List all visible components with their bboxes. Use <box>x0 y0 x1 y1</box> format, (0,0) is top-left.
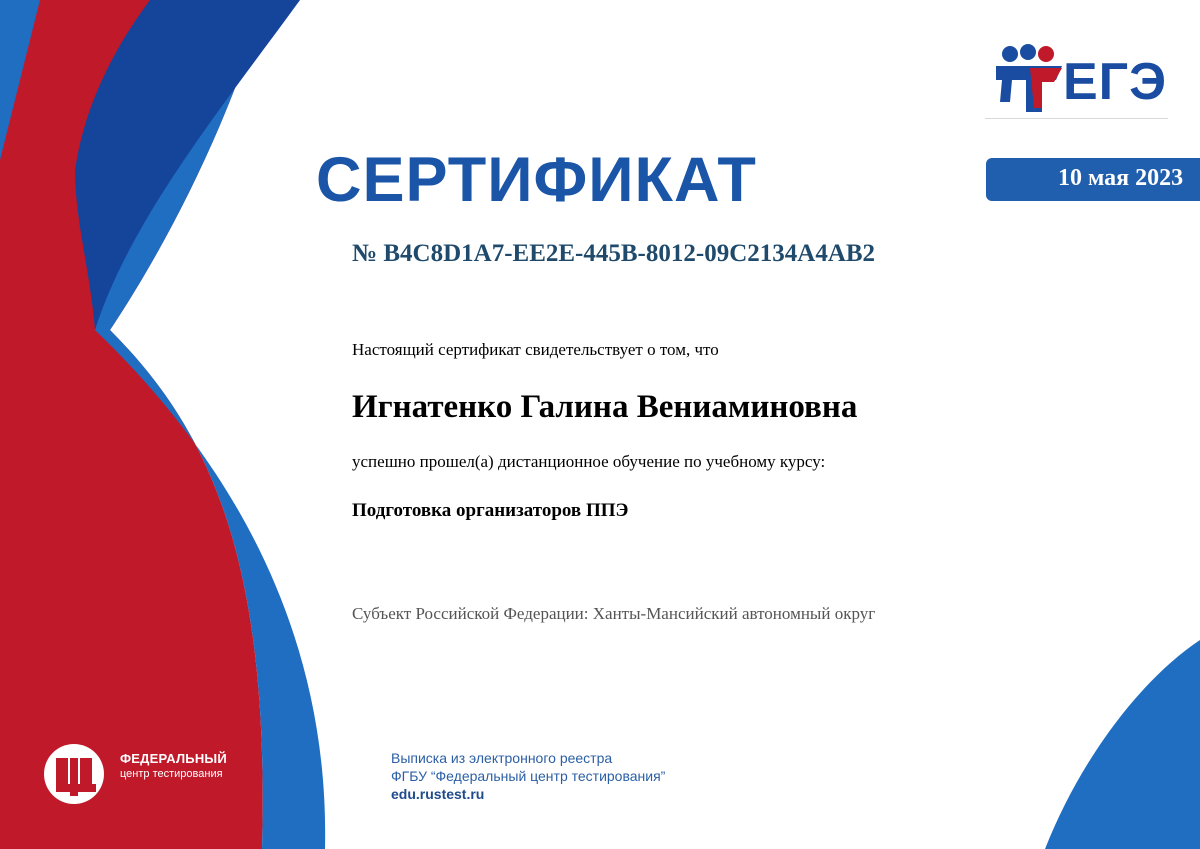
ege-logo-text: ЕГЭ <box>1063 53 1168 111</box>
course-name: Подготовка организаторов ППЭ <box>352 500 629 521</box>
registry-block <box>391 749 665 803</box>
certificate-date: 10 мая 2023 <box>1058 165 1184 191</box>
header-divider <box>985 118 1168 119</box>
registry-line-2: ФГБУ “Федеральный центр тестирования” <box>391 768 666 784</box>
registry-line-1: Выписка из электронного реестра <box>391 750 613 766</box>
completion-text: успешно прошел(а) дистанционное обучение по учебному курсу: <box>352 452 826 471</box>
corner-wave <box>1045 640 1200 849</box>
certificate-number: № B4C8D1A7-EE2E-445B-8012-09C2134A4AB2 <box>352 240 876 267</box>
recipient-name: Игнатенко Галина Вениаминовна <box>352 389 858 425</box>
registry-url[interactable]: edu.rustest.ru <box>391 786 485 802</box>
intro-text: Настоящий сертификат свидетельствует о том, что <box>352 340 719 359</box>
fct-subtitle: центр тестирования <box>120 768 223 780</box>
certificate-title: СЕРТИФИКАТ <box>316 145 757 215</box>
fct-title: ФЕДЕРАЛЬНЫЙ <box>120 751 227 766</box>
region-text: Субъект Российской Федерации: Ханты-Мансийский автономный округ <box>352 604 876 623</box>
